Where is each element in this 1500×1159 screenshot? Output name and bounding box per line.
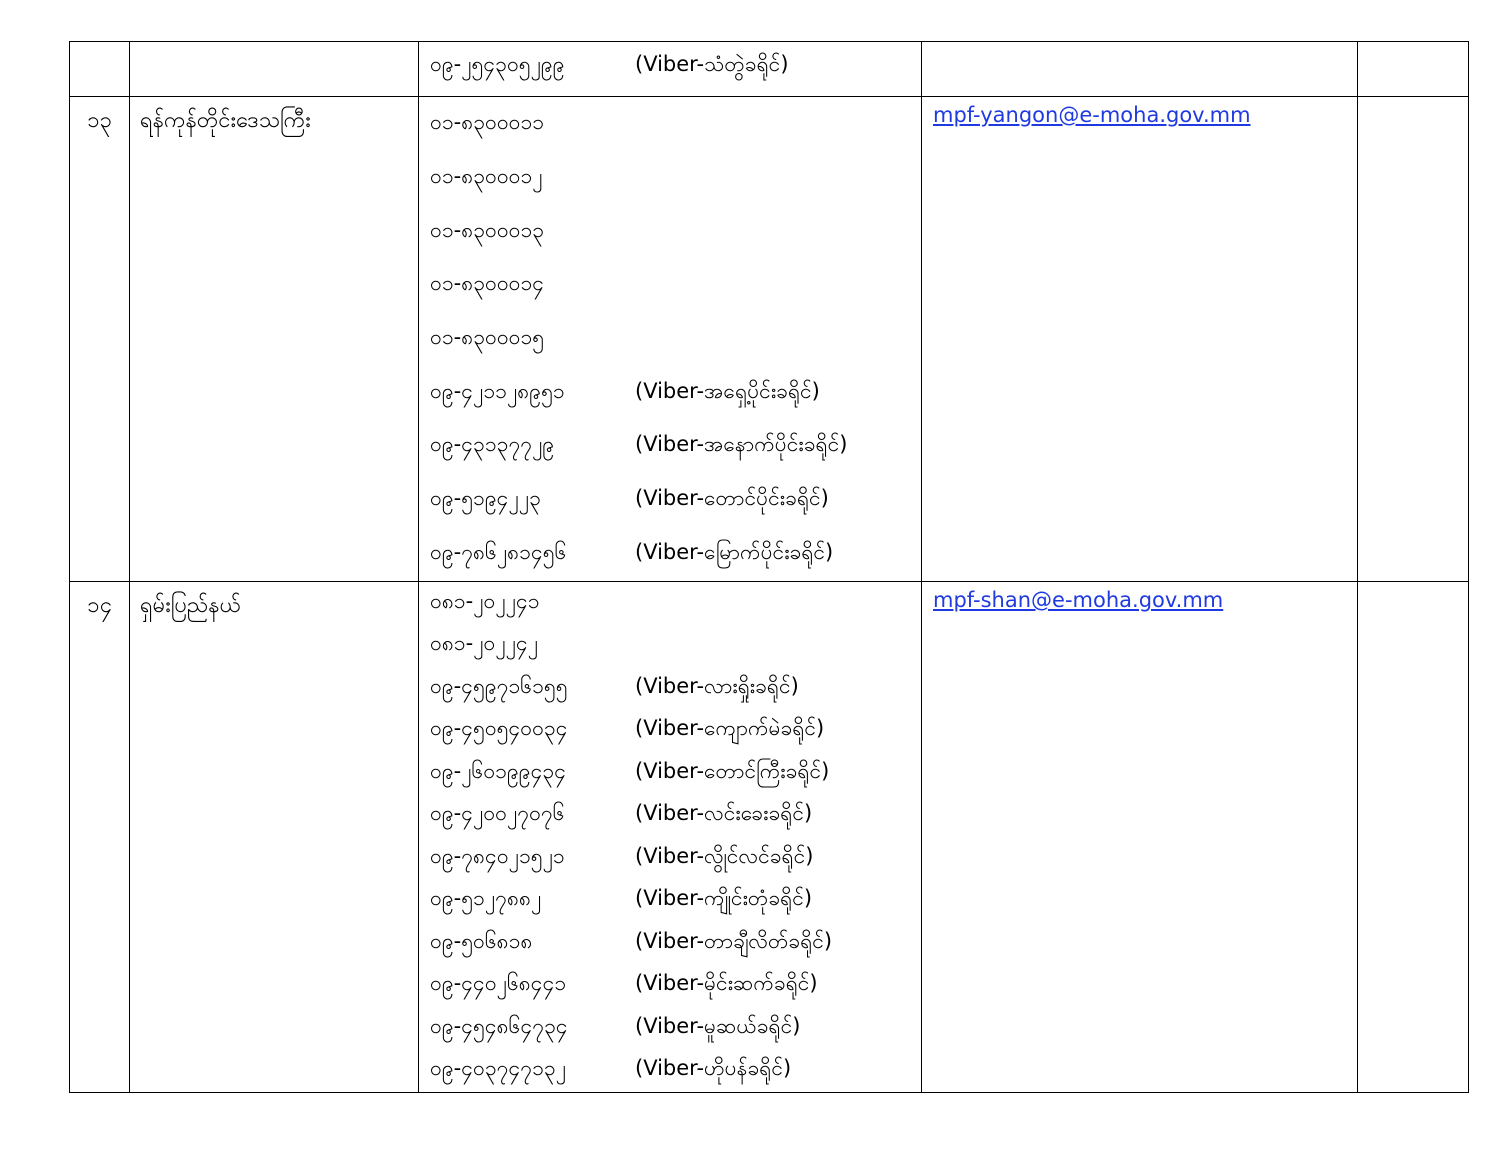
phone-number: ၀၉-၅၁၉၄၂၂၃	[430, 486, 541, 511]
phone-number: ၀၉-၄၅၄၈၆၄၇၃၄	[430, 1013, 568, 1038]
phone-line	[419, 313, 921, 367]
phone-cell	[419, 42, 922, 97]
phone-line	[419, 474, 921, 528]
phone-line	[419, 922, 921, 965]
email-cell	[922, 582, 1358, 1093]
phone-number: ၀၉-၂၅၄၃၀၅၂၉၉	[430, 51, 565, 76]
phone-note: (Viber-သံတွဲခရိုင်)	[635, 51, 789, 76]
extra-cell	[1358, 42, 1469, 97]
phone-line	[419, 259, 921, 313]
phone-number: ၀၁-၈၃၀၀၀၁၁	[430, 110, 545, 135]
row-number: ၁၃	[70, 97, 130, 582]
phone-note: (Viber-လားရှိုးခရိုင်)	[635, 673, 799, 698]
phone-line	[419, 152, 921, 206]
table-row	[70, 582, 1469, 1093]
phone-number: ၀၁-၈၃၀၀၀၁၃	[430, 217, 545, 242]
phone-line	[419, 366, 921, 420]
row-number	[70, 42, 130, 97]
table-row	[70, 42, 1469, 97]
phone-note: (Viber-မိုင်းဆက်ခရိုင်)	[635, 971, 818, 996]
region-name: ရန်ကုန်တိုင်းဒေသကြီး	[130, 97, 419, 582]
phone-line	[419, 205, 921, 259]
phone-line	[419, 795, 921, 838]
phone-line	[419, 582, 921, 625]
phone-number: ၀၉-၇၈၄၀၂၁၅၂၁	[430, 843, 565, 868]
phone-note: (Viber-တာချီလိတ်ခရိုင်)	[635, 928, 833, 953]
phone-number: ၀၈၁-၂၀၂၂၄၁	[430, 588, 540, 613]
phone-line	[419, 98, 921, 152]
phone-number: ၀၉-၄၅၉၇၁၆၁၅၅	[430, 673, 568, 698]
phone-number: ၀၉-၄၀၃၇၄၇၁၃၂	[430, 1056, 567, 1081]
phone-note: (Viber-ဟိုပန်ခရိုင်)	[635, 1056, 792, 1081]
phone-line	[419, 965, 921, 1008]
contact-table	[69, 41, 1469, 1093]
phone-number: ၀၉-၄၂၀၀၂၇၀၇၆	[430, 801, 565, 826]
phone-number: ၀၈၁-၂၀၂၂၄၂	[430, 631, 539, 656]
phone-line	[419, 420, 921, 474]
phone-line	[419, 1050, 921, 1093]
phone-number: ၀၉-၅၁၂၇၈၈၂	[430, 886, 542, 911]
phone-line	[419, 752, 921, 795]
table-row	[70, 97, 1469, 582]
phone-note: (Viber-လွိုင်လင်ခရိုင်)	[635, 843, 814, 868]
phone-number: ၀၉-၄၃၁၃၇၇၂၉	[430, 432, 555, 457]
phone-note: (Viber-အနောက်ပိုင်းခရိုင်)	[635, 432, 848, 457]
email-link[interactable]: mpf-yangon@e-moha.gov.mm	[933, 103, 1251, 127]
phone-note: (Viber-အရှေ့ပိုင်းခရိုင်)	[635, 378, 820, 403]
email-cell	[922, 97, 1358, 582]
phone-line	[419, 1007, 921, 1050]
extra-cell	[1358, 582, 1469, 1093]
phone-number: ၀၉-၄၅၀၅၄၀၀၃၄	[430, 716, 568, 741]
phone-number: ၀၉-၅၀၆၈၁၈	[430, 928, 533, 953]
phone-number: ၀၉-၄၂၁၁၂၈၉၅၁	[430, 378, 565, 403]
email-link[interactable]: mpf-shan@e-moha.gov.mm	[933, 588, 1224, 613]
phone-number: ၀၁-၈၃၀၀၀၁၂	[430, 164, 543, 189]
phone-number: ၀၉-၂၆၀၁၉၉၄၃၄	[430, 758, 567, 783]
phone-line	[419, 837, 921, 880]
phone-number: ၀၉-၇၈၆၂၈၁၄၅၆	[430, 539, 567, 564]
phone-cell	[419, 97, 922, 582]
phone-line	[419, 667, 921, 710]
phone-note: (Viber-တောင်ကြီးခရိုင်)	[635, 758, 830, 783]
phone-line	[419, 710, 921, 753]
phone-note: (Viber-ကျိုင်းတုံခရိုင်)	[635, 886, 813, 911]
phone-number: ၀၁-၈၃၀၀၀၁၅	[430, 325, 545, 350]
phone-number: ၀၁-၈၃၀၀၀၁၄	[430, 271, 545, 296]
phone-line	[419, 880, 921, 923]
phone-line	[419, 625, 921, 668]
row-number: ၁၄	[70, 582, 130, 1093]
phone-note: (Viber-လင်းခေးခရိုင်)	[635, 801, 813, 826]
phone-line	[419, 528, 921, 582]
phone-note: (Viber-မူဆယ်ခရိုင်)	[635, 1013, 801, 1038]
extra-cell	[1358, 97, 1469, 582]
phone-cell	[419, 582, 922, 1093]
phone-line	[419, 42, 921, 90]
phone-note: (Viber-ကျောက်မဲခရိုင်)	[635, 716, 825, 741]
phone-note: (Viber-တောင်ပိုင်းခရိုင်)	[635, 486, 829, 511]
phone-number: ၀၉-၄၄၀၂၆၈၄၄၁	[430, 971, 567, 996]
email-cell	[922, 42, 1358, 97]
phone-note: (Viber-မြောက်ပိုင်းခရိုင်)	[635, 539, 834, 564]
region-name: ရှမ်းပြည်နယ်	[130, 582, 419, 1093]
region-name	[130, 42, 419, 97]
